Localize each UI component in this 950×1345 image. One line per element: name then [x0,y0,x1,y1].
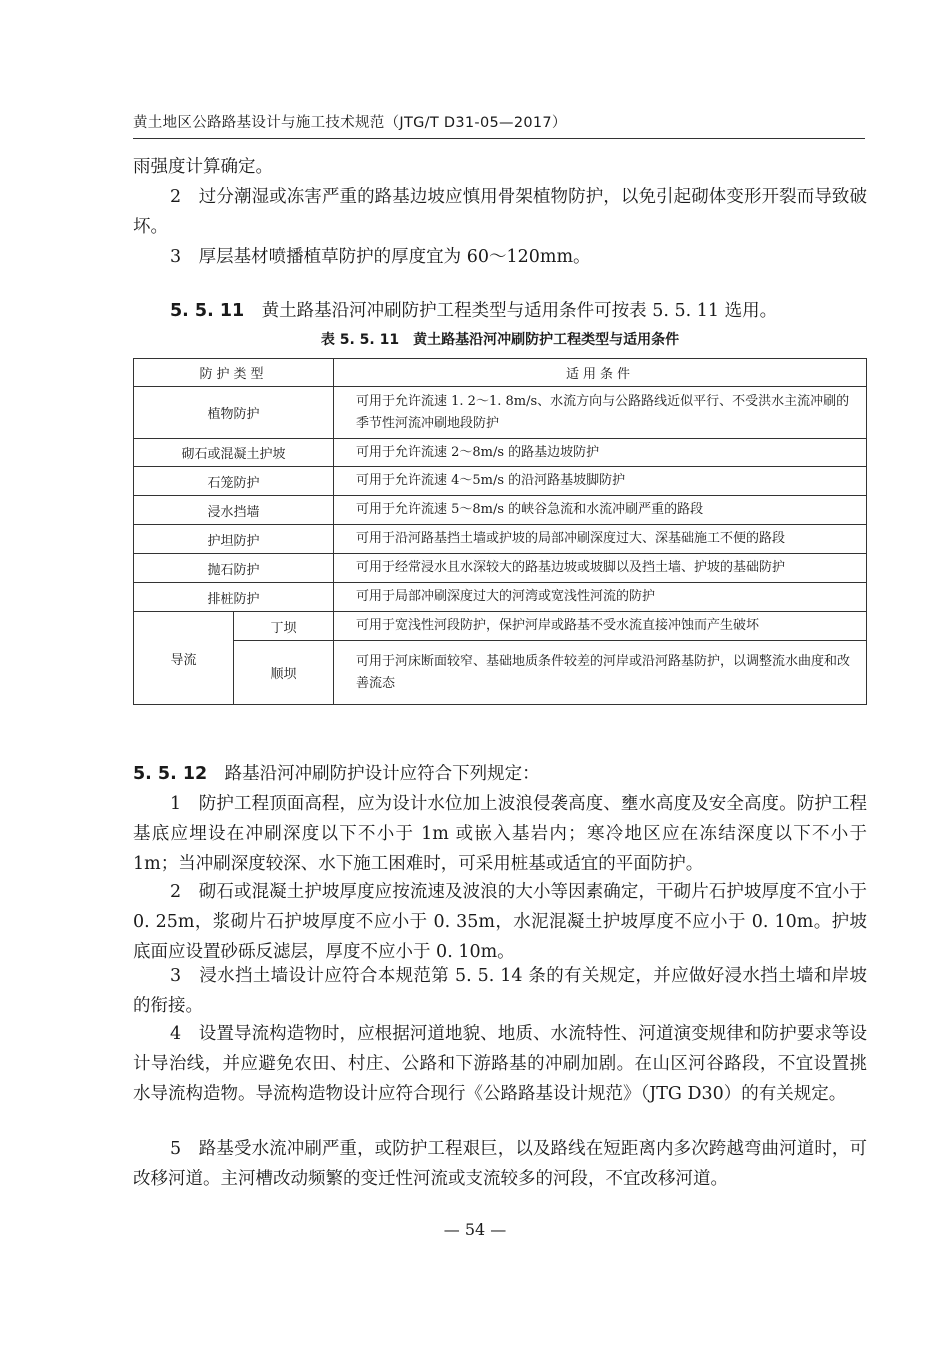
clause-item-5: 5 路基受水流冲刷严重，或防护工程艰巨，以及路线在短距离内多次跨越弯曲河道时，可改移河道。主河槽改动频繁的变迁性河流或支流较多的河段，不宜改移河道。 [133,1139,867,1189]
clause-item-4: 4 设置导流构造物时，应根据河道地貌、地质、水流特性、河道演变规律和防护要求等设计导治线，并应避免农田、村庄、公路和下游路基的冲刷加剧。在山区河谷路段，不宜设置挑水导流构造物。导流构造物设计应符合现行《公路路基设计规范》（JTG D30）的有关规定。 [133,1024,867,1104]
type-cell: 砌石或混凝土护坡 [134,439,334,467]
condition-cell: 可用于允许流速 1. 2～1. 8m/s、水流方向与公路路线近似平行、不受洪水主流冲刷的季节性河流冲刷地段防护 [334,387,867,439]
condition-cell: 可用于河床断面较窄、基础地质条件较差的河岸或沿河路基防护，以调整流水曲度和改善流态 [334,641,867,705]
type-cell: 护坦防护 [134,525,334,554]
condition-cell: 可用于经常浸水且水深较大的路基边坡或坡脚以及挡土墙、护坡的基础防护 [334,554,867,583]
condition-cell: 可用于允许流速 5～8m/s 的峡谷急流和水流冲刷严重的路段 [334,496,867,525]
paragraph-item-3: 3 厚层基材喷播植草防护的厚度宜为 60～120mm。 [170,247,591,267]
type-cell: 顺坝 [234,641,334,705]
clause-item-3: 3 浸水挡土墙设计应符合本规范第 5. 5. 14 条的有关规定，并应做好浸水挡土墙和岸坡的衔接。 [133,966,867,1016]
condition-cell: 可用于允许流速 4～5m/s 的沿河路基坡脚防护 [334,467,867,496]
condition-cell: 可用于局部冲刷深度过大的河湾或宽浅性河流的防护 [334,583,867,612]
header-condition: 适用条件 [334,359,867,387]
clause-number: 5. 5. 11 [170,301,245,321]
table-row [134,583,867,612]
table-row [134,439,867,467]
type-cell: 排桩防护 [134,583,334,612]
clause-text: 黄土路基沿河冲刷防护工程类型与适用条件可按表 5. 5. 11 选用。 [244,301,778,321]
paragraph-item-2: 2 过分潮湿或冻害严重的路基边坡应慎用骨架植物防护，以免引起砌体变形开裂而导致破坏。 [133,187,867,237]
table-caption: 表 5. 5. 11 黄土路基沿河冲刷防护工程类型与适用条件 [320,332,680,348]
guide-group-cell: 导流 [134,612,234,705]
table-row [134,467,867,496]
type-cell: 石笼防护 [134,467,334,496]
header-type: 防护类型 [134,359,334,387]
table-row [134,612,867,641]
protection-types-table [133,358,867,705]
clause-item-2: 2 砌石或混凝土护坡厚度应按流速及波浪的大小等因素确定，干砌片石护坡厚度不宜小于 0. 25m，浆砌片石护坡厚度不应小于 0. 35m，水泥混凝土护坡厚度不应小于 0. 10m。护坡底面应设置砂砾反滤层，厚度不应小于 0. 10m。 [133,882,867,962]
paragraph-continuation: 雨强度计算确定。 [133,157,273,177]
condition-cell: 可用于允许流速 2～8m/s 的路基边坡防护 [334,439,867,467]
clause-number: 5. 5. 12 [133,764,208,784]
type-cell: 植物防护 [134,387,334,439]
table-row [134,641,867,705]
type-cell: 丁坝 [234,612,334,641]
table-row [134,554,867,583]
clause-text: 路基沿河冲刷防护设计应符合下列规定： [207,764,540,784]
condition-cell: 可用于宽浅性河段防护，保护河岸或路基不受水流直接冲蚀而产生破坏 [334,612,867,641]
clause-5-5-11 [133,296,867,326]
table-header-row [134,359,867,387]
page-number: — 54 — [443,1220,507,1239]
clause-item-1: 1 防护工程顶面高程，应为设计水位加上波浪侵袭高度、壅水高度及安全高度。防护工程基底应埋设在冲刷深度以下不小于 1m 或嵌入基岩内；寒冷地区应在冻结深度以下不小于 1m；当冲刷深度较深、水下施工困难时，可采用桩基或适宜的平面防护。 [133,794,867,874]
header-rule [133,138,865,139]
running-header: 黄土地区公路路基设计与施工技术规范（JTG/T D31-05—2017） [133,115,567,131]
table-row [134,387,867,439]
table-row [134,525,867,554]
table-row [134,496,867,525]
clause-5-5-12 [133,759,867,789]
type-cell: 抛石防护 [134,554,334,583]
type-cell: 浸水挡墙 [134,496,334,525]
condition-cell: 可用于沿河路基挡土墙或护坡的局部冲刷深度过大、深基础施工不便的路段 [334,525,867,554]
